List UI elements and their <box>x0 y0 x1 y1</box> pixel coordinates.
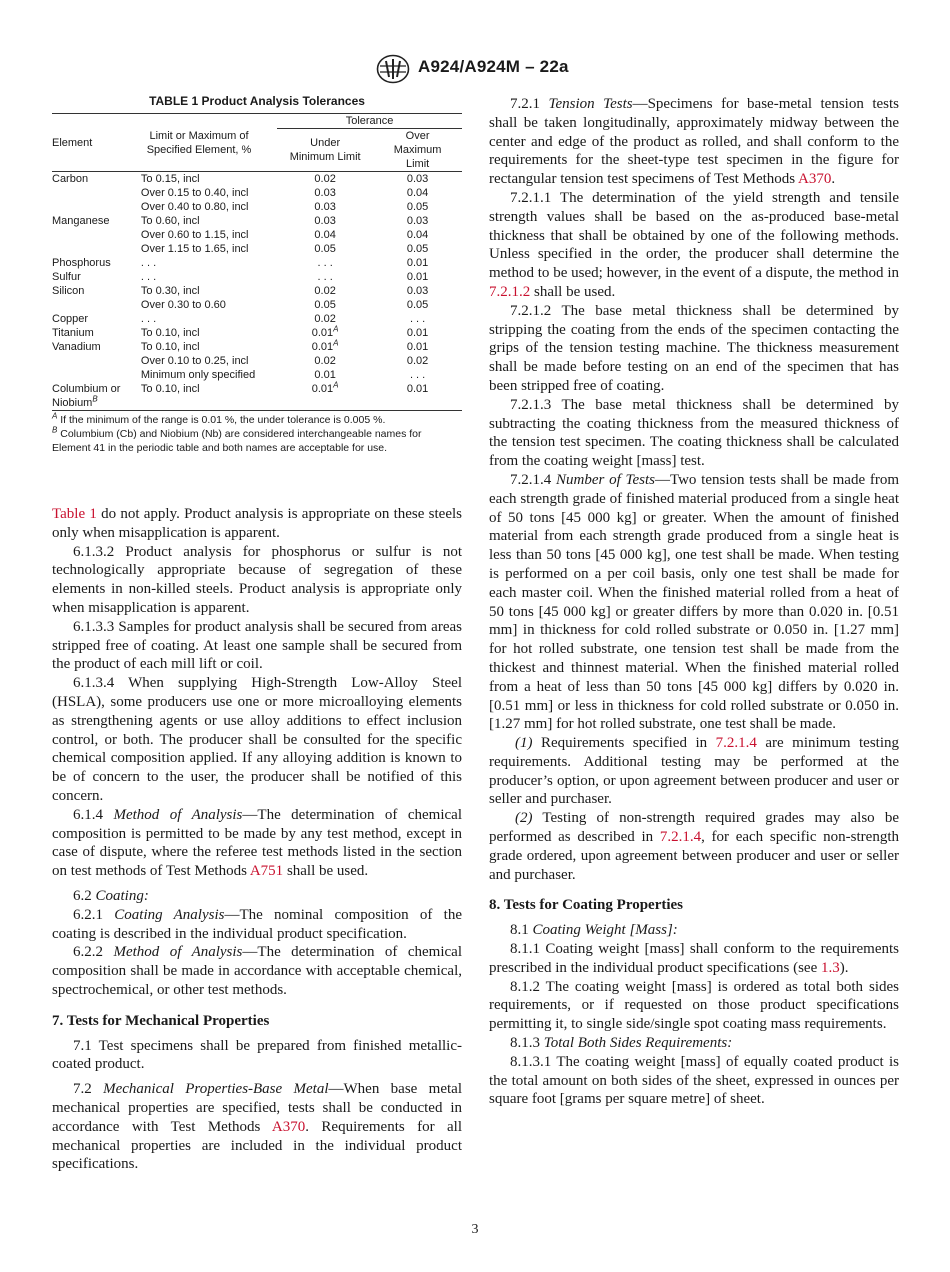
col-header-over: Over Maximum Limit <box>373 129 462 172</box>
cell-over: 0.01 <box>406 257 429 269</box>
cell-over: 0.05 <box>406 299 429 311</box>
cell-limit: Over 1.15 to 1.65, incl <box>140 243 249 255</box>
section-7-heading: 7. Tests for Mechanical Properties <box>52 1012 270 1029</box>
cell-under: 0.02 <box>314 173 336 185</box>
cell-under: 0.03 <box>314 201 336 213</box>
document-id: A924/A924M – 22a <box>418 57 569 76</box>
section-8-heading: 8. Tests for Coating Properties <box>489 897 684 914</box>
cell-element <box>52 228 141 242</box>
cell-over: 0.04 <box>406 187 429 199</box>
table-row <box>52 242 462 256</box>
paragraph-6-2-1: 6.2.1 Coating Analysis—The nominal composition of the coating is described in the individual product specification. <box>52 906 463 942</box>
table-row <box>52 200 462 214</box>
link-a370[interactable]: A370 <box>271 1118 306 1135</box>
cell-limit: . . . <box>140 313 157 325</box>
table-row <box>52 270 462 284</box>
table-row <box>52 256 462 270</box>
cell-element: Silicon <box>52 285 85 297</box>
cell-limit: To 0.10, incl <box>140 341 200 353</box>
cell-over: 0.05 <box>406 201 429 213</box>
cell-over: 0.02 <box>406 355 429 367</box>
cell-over: 0.04 <box>406 229 429 241</box>
cell-under: $0.01^A$ <box>311 338 339 353</box>
page-header <box>0 54 950 84</box>
paragraph-8-1-3: 8.1.3 Total Both Sides Requirements: <box>510 1035 733 1052</box>
paragraph-7-2-1-4-item-2: (2) Testing of non-strength required grades may also be performed as described in 7.2.1.4, for each specific non-strength grade ordered, upon agreement between producer and user or seller and purchaser. <box>489 810 899 883</box>
table-row <box>52 186 462 200</box>
cell-over: 0.03 <box>406 215 429 227</box>
table-row <box>52 228 462 242</box>
paragraph-8-1-3-1: 8.1.3.1 The coating weight [mass] of equally coated product is the total amount on both sides of the sheet, expressed in ounces per square foot [grams per square metre] of sheet. <box>489 1053 899 1108</box>
cell-over: 0.01 <box>406 271 429 283</box>
table-row <box>52 172 462 187</box>
cell-under: . . . <box>317 257 333 269</box>
table-row <box>52 284 462 298</box>
cell-over: 0.03 <box>406 285 429 297</box>
paragraph-8-1: 8.1 Coating Weight [Mass]: <box>510 922 678 939</box>
cell-limit: To 0.10, incl <box>141 382 277 411</box>
cell-element <box>52 368 141 382</box>
cell-element: Copper <box>52 313 89 325</box>
footnote-b: $^B$ Columbium (Cb) and Niobium (Nb) are considered interchangeable names for Element 41 in the periodic table and both names are acceptable for use. <box>52 425 422 454</box>
cell-limit: Over 0.60 to 1.15, incl <box>140 229 249 241</box>
cell-element: Sulfur <box>52 271 81 283</box>
cell-under: 0.02 <box>314 313 336 325</box>
cell-element <box>52 200 141 214</box>
cell-under: 0.03 <box>314 215 336 227</box>
paragraph-7-1: 7.1 Test specimens shall be prepared from finished metallic-coated product. <box>52 1037 462 1073</box>
paragraph-6-1-3-2: 6.1.3.2 Product analysis for phosphorus or sulfur is not technologically appropriate because of segregation of these elements in non-killed steels. Product analysis is appropriate only when misapplication is apparent. <box>52 543 462 616</box>
table-row <box>52 326 462 340</box>
cell-element: Carbon <box>52 173 89 185</box>
cell-under: 0.01 <box>314 369 336 381</box>
cell-under: 0.04 <box>314 229 336 241</box>
table-row <box>52 382 462 411</box>
cell-over: 0.05 <box>406 243 429 255</box>
cell-element <box>52 242 141 256</box>
paragraph-7-2: 7.2 Mechanical Properties-Base Metal—When base metal mechanical properties are specified, tests shall be conducted in accordance with Test Methods A370. Requirements for all mechanical properties are included in the individual product specifications. <box>52 1081 463 1173</box>
cell-limit: Over 0.30 to 0.60 <box>140 299 226 311</box>
link-7-2-1-4[interactable]: 7.2.1.4 <box>715 735 757 752</box>
cell-limit: Over 0.40 to 0.80, incl <box>140 201 249 213</box>
link-7-2-1-4-b[interactable]: 7.2.1.4 <box>659 829 702 846</box>
paragraph-6-1-3-3: 6.1.3.3 Samples for product analysis shall be secured from areas stripped free of coating. At least one sample shall be secured from the product of each mill lift or coil. <box>52 618 462 673</box>
product-analysis-tolerances-table <box>52 94 462 455</box>
cell-under: 0.02 <box>314 285 336 297</box>
cell-under: 0.03 <box>314 187 336 199</box>
footnote-a: $^A$ If the minimum of the range is 0.01 %, the under tolerance is 0.005 %. <box>52 411 386 426</box>
paragraph-7-2-1: 7.2.1 Tension Tests—Specimens for base-metal tension tests shall be taken longitudinally, approximately midway between the center and edge of the product as rolled, and shall conform to the requirements for the sheet-type test specimen in the figure for rectangular tension test specimens of Test Methods A370. <box>489 96 900 188</box>
paragraph-6-1-3-4: 6.1.3.4 When supplying High-Strength Low-Alloy Steel (HSLA), some producers use one or more microalloying elements as strengthening agents or use alloy additions to effect inclusion control, or both. The producer shall be consulted for the specific chemical composition applied. If any alloying addition is known to be of concern to the user, the producer shall be notified of this concern. <box>52 675 462 804</box>
cell-over: 0.01 <box>406 341 429 353</box>
cell-element: Columbium or Niobium$^B$ <box>52 382 141 411</box>
table-row <box>52 368 462 382</box>
table-row <box>52 312 462 326</box>
left-column <box>52 505 462 1174</box>
cell-over: . . . <box>409 313 426 325</box>
cell-under: $0.01^A$ <box>311 324 339 339</box>
col-header-tolerance: Tolerance <box>277 114 462 129</box>
col-header-limit: Limit or Maximum of Specified Element, % <box>141 114 277 172</box>
cell-element: Vanadium <box>52 341 101 353</box>
paragraph-7-2-1-4: 7.2.1.4 Number of Tests—Two tension tests shall be made from each strength grade of finished material produced from a single heat of 50 tons [45 000 kg] or greater. When the amount of finished material from each strength grade produced from a single heat is less than 50 tons [45 000 kg], one test shall be made. When testing is performed on a per coil basis, only one test shall be made for each master coil. When the finished material rolled from a heat of 50 tons [45 000 kg] or greater differs by more than 0.020 in. [0.51 mm] in thickness for cold rolled substrate or 0.050 in. [1.27 mm] for hot rolled substrate, one tension test shall be made from the thickest and thinnest material. When the finished material rolled from a heat of less than 50 tons [45 000 kg] differs by 0.020 in. [0.51 mm] or less in thickness for cold rolled substrate or 0.050 in. [1.27 mm] for hot rolled substrate, one test shall be made. <box>489 471 900 733</box>
cell-limit: . . . <box>140 271 157 283</box>
paragraph-6-1-4: 6.1.4 Method of Analysis—The determination of chemical composition is permitted to be made by any test method, except in case of dispute, where the referee test methods listed in the section on test methods of Test Methods A751 shall be used. <box>52 806 463 880</box>
table-row <box>52 214 462 228</box>
page-number: 3 <box>471 1222 479 1237</box>
cell-under: $0.01^A$ <box>277 382 373 411</box>
cell-element <box>52 186 141 200</box>
table-title: TABLE 1 Product Analysis Tolerances <box>149 94 365 108</box>
cell-limit: . . . <box>140 257 157 269</box>
link-7-2-1-2[interactable]: 7.2.1.2 <box>489 283 531 300</box>
cell-under: 0.02 <box>314 355 336 367</box>
paragraph-6-2: 6.2 Coating: <box>73 887 149 904</box>
cell-element: Manganese <box>52 215 110 227</box>
paragraph-6-2-2: 6.2.2 Method of Analysis—The determination of chemical composition shall be made in accordance with acceptable chemical, spectrochemical, or other test methods. <box>52 944 463 998</box>
cell-over: . . . <box>409 369 426 381</box>
cell-element <box>52 298 141 312</box>
cell-under: . . . <box>317 271 333 283</box>
cell-under: 0.05 <box>314 299 336 311</box>
cell-over: 0.01 <box>406 327 429 339</box>
right-column <box>489 95 899 1109</box>
astm-logo-icon <box>376 54 410 84</box>
cell-limit: Minimum only specified <box>140 369 256 381</box>
col-header-element: Element <box>52 114 141 172</box>
table-row <box>52 354 462 368</box>
table-row <box>52 298 462 312</box>
cell-limit: To 0.10, incl <box>140 327 200 339</box>
cell-limit: To 0.30, incl <box>140 285 200 297</box>
paragraph-6-1-3-1-cont: Table 1 do not apply. Product analysis is appropriate on these steels only when misapplication is apparent. <box>52 506 462 541</box>
col-header-under: Under Minimum Limit <box>277 129 373 172</box>
link-table-1[interactable]: Table 1 <box>52 506 97 522</box>
cell-limit: To 0.15, incl <box>140 173 200 185</box>
cell-element <box>52 354 141 368</box>
table-row <box>52 340 462 354</box>
cell-limit: To 0.60, incl <box>140 215 200 227</box>
link-a370-2[interactable]: A370 <box>798 171 832 188</box>
link-1-3[interactable]: 1.3 <box>820 959 840 976</box>
cell-under: 0.05 <box>314 243 336 255</box>
cell-limit: Over 0.10 to 0.25, incl <box>140 355 249 367</box>
paragraph-7-2-1-2: 7.2.1.2 The base metal thickness shall be determined by stripping the coating from the ends of the specimen contacting the grips of the tension testing machine. The thickness measurement shall be made before testing on an end of the specimen that has been stripped free of coating. <box>489 302 899 394</box>
cell-element: Titanium <box>52 327 94 339</box>
paragraph-8-1-2: 8.1.2 The coating weight [mass] is ordered as total both sides requirements, or if requested on those product specifications permitting it, to single side/single spot coating mass requirements. <box>489 978 899 1033</box>
cell-element: Phosphorus <box>52 257 111 269</box>
paragraph-8-1-1: 8.1.1 Coating weight [mass] shall conform to the requirements prescribed in the individual product specifications (see 1.3). <box>489 941 899 976</box>
cell-limit: Over 0.15 to 0.40, incl <box>140 187 249 199</box>
link-a751[interactable]: A751 <box>249 863 284 880</box>
cell-over: 0.03 <box>406 173 429 185</box>
paragraph-7-2-1-4-item-1: (1) Requirements specified in 7.2.1.4 are minimum testing requirements. Additional testing may be performed at the producer’s option, or upon agreement between producer and user or seller and purchaser. <box>489 735 899 808</box>
paragraph-7-2-1-1: 7.2.1.1 The determination of the yield strength and tensile strength values shall be based on the as-produced base-metal thickness that shall be obtained by one of the following methods. Unless specified in the order, the producer shall determine the method to be used; however, in the event of a dispute, the method in 7.2.1.2 shall be used. <box>489 189 899 300</box>
cell-over: 0.01 <box>373 382 462 411</box>
paragraph-7-2-1-3: 7.2.1.3 The base metal thickness shall be determined by subtracting the coating thickness from the measured thickness of the tension test specimen. The coating thickness shall be calculated from the coating weight [mass] test. <box>489 396 899 470</box>
